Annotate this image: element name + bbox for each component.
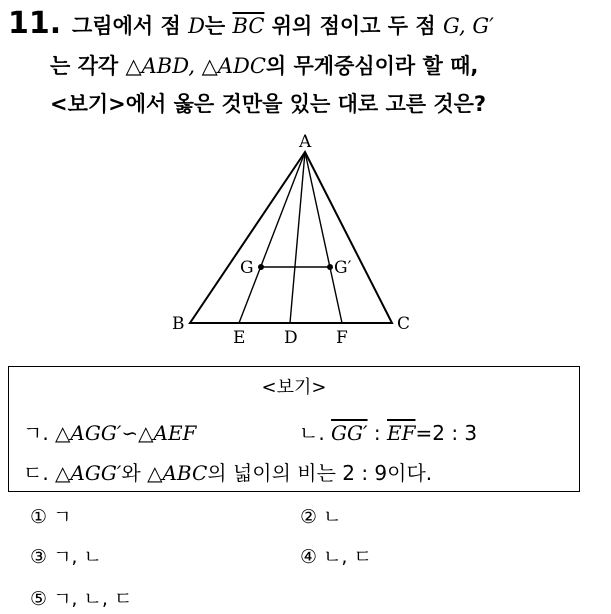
statement-marker: ㄱ. [23, 421, 56, 445]
option-4[interactable]: ④ ㄴ, ㄷ [300, 546, 372, 568]
label-g: G [240, 258, 254, 278]
segment-bc: $\overline{BC}$ [232, 14, 265, 38]
segment-ef-text: $\overline{EF}$ [387, 421, 416, 445]
question-number: 11. [8, 6, 62, 41]
label-c: C [397, 314, 411, 334]
question-line-1 [72, 10, 494, 40]
statement-marker: ㄷ. [23, 461, 56, 485]
point-g-dot [258, 264, 264, 270]
label-e: E [233, 328, 246, 348]
triangle-abc [190, 152, 392, 323]
segment-ae [239, 152, 305, 323]
statement-digeut [23, 457, 432, 486]
label-d: D [284, 328, 298, 348]
question-text: 는 [204, 14, 233, 38]
triangle-agg-prime: △AGG′ [55, 461, 122, 485]
bogi-box [8, 366, 580, 492]
statement-text: 와 [121, 461, 148, 485]
point-d: D [188, 14, 205, 38]
label-gprime: G′ [334, 258, 352, 278]
points-g-gprime: G, G′ [442, 14, 494, 38]
triangle-figure [160, 128, 460, 350]
triangles-abd-adc: △ABD, △ADC [125, 54, 266, 78]
segment-af [305, 152, 342, 323]
option-3[interactable]: ③ ㄱ, ㄴ [30, 546, 102, 568]
label-a: A [299, 132, 312, 152]
ratio-value: =2 : 3 [415, 421, 478, 445]
option-2[interactable]: ② ㄴ [300, 506, 342, 528]
statement-giyeok [23, 417, 196, 446]
option-5[interactable]: ⑤ ㄱ, ㄴ, ㄷ [30, 588, 133, 610]
question-text: 는 각각 [50, 54, 126, 78]
statement-nieun [299, 417, 477, 446]
segment-ad [290, 152, 305, 323]
similarity-expression: △AGG′∽△AEF [55, 421, 197, 445]
bogi-title: <보기> [261, 377, 327, 398]
statement-marker: ㄴ. [299, 421, 332, 445]
question-text: 그림에서 점 [72, 14, 189, 38]
question-text: 위의 점이고 두 점 [264, 14, 443, 38]
question-line-3: <보기>에서 옳은 것만을 있는 대로 고른 것은? [50, 92, 487, 116]
label-b: B [172, 314, 185, 334]
triangle-abc-text: △ABC [147, 461, 208, 485]
question-line-2 [50, 50, 478, 80]
point-gprime-dot [327, 264, 333, 270]
statement-text: 의 넓이의 비는 2 : 9이다. [207, 461, 433, 485]
ratio-colon: : [367, 421, 387, 445]
label-f: F [336, 328, 348, 348]
option-1[interactable]: ① ㄱ [30, 506, 72, 528]
question-text: 의 무게중심이라 할 때, [265, 54, 479, 78]
segment-gg-prime-text: GG′ [331, 421, 368, 445]
